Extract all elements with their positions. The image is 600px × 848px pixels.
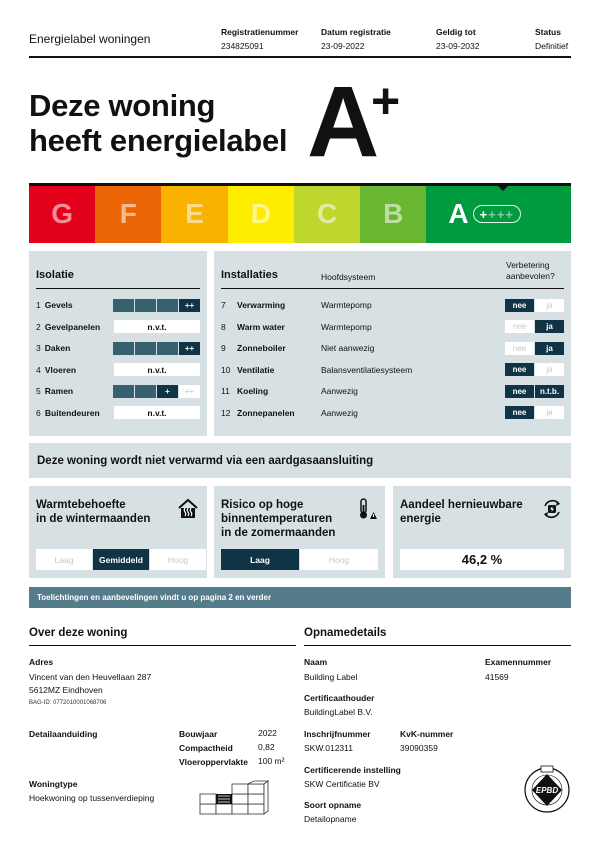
isolatie-panel	[29, 251, 207, 436]
status: Status Definitief	[535, 27, 569, 51]
scale-letter: E	[185, 198, 204, 229]
woningtype-value: Hoekwoning op tussenverdieping	[29, 793, 155, 803]
opname-divider	[304, 645, 571, 646]
overheating-risk-scale	[221, 549, 378, 570]
woningtype-label: Woningtype	[29, 779, 78, 789]
meter-mark: ++	[179, 299, 200, 312]
option-ja: n.t.b.	[535, 385, 564, 398]
cert-value: BuildingLabel B.V.	[304, 707, 373, 717]
explanation-link-bar[interactable]: Toelichtingen en aanbevelingen vindt u op pagina 2 en verder	[29, 587, 571, 608]
building-type-icon	[198, 780, 270, 816]
naam-label: Naam	[304, 657, 328, 667]
bag-id: BAG-ID: 0772010001068706	[29, 700, 107, 706]
adres-line-2: 5612MZ Eindhoven	[29, 685, 103, 695]
meter-cell	[135, 299, 156, 312]
isolatie-row: 3 Daken ++	[36, 341, 200, 355]
installaties-title: Installaties	[221, 269, 278, 281]
header-divider	[29, 56, 571, 58]
adres-line-1: Vincent van den Heuvellaan 287	[29, 672, 152, 682]
risk-option: Hoog	[300, 549, 378, 570]
option-ja: ja	[535, 406, 564, 419]
installatie-row: 10 Ventilatie Balansventilatiesysteem nee ja	[221, 363, 564, 377]
soort-value: Detailopname	[304, 814, 357, 824]
option-nee: nee	[505, 385, 534, 398]
scale-letter: B	[383, 198, 404, 229]
meter-cell	[157, 342, 178, 355]
inschr-label: Inschrijfnummer	[304, 729, 371, 739]
valid-until: Geldig tot 23-09-2032	[436, 27, 480, 51]
isolatie-row: 1 Gevels ++	[36, 298, 200, 312]
col-verbetering: Verbetering aanbevolen?	[506, 260, 555, 281]
option-nee: nee	[505, 363, 534, 376]
certinst-value: SKW Certificatie BV	[304, 779, 380, 789]
heat-demand-scale	[36, 549, 206, 570]
kvk-value: 39090359	[400, 743, 438, 753]
meter-cell	[135, 342, 156, 355]
scale-letter: D	[250, 198, 271, 229]
scale-pointer	[495, 183, 511, 191]
compactheid-value: 0,82	[258, 742, 275, 752]
scale-letter: F	[119, 198, 137, 229]
hero-heading: Deze woning heeft energielabel	[29, 88, 288, 158]
scale-segment-g	[29, 185, 95, 243]
meter-cell	[157, 299, 178, 312]
isolatie-meter	[113, 342, 200, 355]
meter-cell	[113, 299, 134, 312]
scale-letter: A	[448, 198, 469, 229]
house-heat-icon	[177, 498, 199, 520]
epbd-logo	[522, 764, 572, 814]
thermometer-warning-icon	[355, 498, 377, 520]
gas-banner: Deze woning wordt niet verwarmd via een aardgasaansluiting	[29, 443, 571, 478]
improvement-toggle	[505, 385, 564, 398]
opname-title: Opnamedetails	[304, 627, 387, 639]
epbd-logo-text: EPBD	[535, 786, 559, 795]
renewable-share-value: 46,2 %	[400, 549, 564, 570]
heat-option: Gemiddeld	[93, 549, 149, 570]
detail-label: Detailaanduiding	[29, 729, 98, 739]
meter-cell	[113, 342, 134, 355]
examen-value: 41569	[485, 672, 509, 682]
isolatie-row: 5 Ramen + ++	[36, 384, 200, 398]
bouwjaar-label: Bouwjaar	[179, 729, 218, 739]
card-warmtebehoefte: Warmtebehoefte in de wintermaanden Laag Gemiddeld Hoog	[29, 486, 207, 578]
scale-top-line	[29, 183, 571, 186]
risk-option: Laag	[221, 549, 299, 570]
adres-label: Adres	[29, 657, 54, 667]
card-hernieuwbaar: Aandeel hernieuwbare energie 46,2 %	[393, 486, 571, 578]
scale-segment-c	[294, 185, 360, 243]
compactheid-label: Compactheid	[179, 743, 233, 753]
installatie-row: 9 Zonneboiler Niet aanwezig nee ja	[221, 341, 564, 355]
big-label-plus: +	[371, 73, 401, 129]
card-risico: Risico op hoge binnentemperaturen in de zomermaanden Laag Hoog	[214, 486, 385, 578]
installatie-row: 12 Zonnepanelen Aanwezig nee ja	[221, 406, 564, 420]
isolatie-meter	[113, 299, 200, 312]
inschr-value: SKW.012311	[304, 743, 353, 753]
isolatie-meter	[113, 385, 200, 398]
improvement-toggle	[505, 299, 564, 312]
woning-divider	[29, 645, 296, 646]
improvement-toggle	[505, 342, 564, 355]
certinst-label: Certificerende instelling	[304, 765, 401, 775]
meter-mark: ++	[179, 342, 200, 355]
isolatie-nvt: n.v.t.	[114, 320, 200, 333]
isolatie-row: 2 Gevelpanelen n.v.t.	[36, 320, 200, 334]
meter-rest: ++	[179, 385, 200, 398]
isolatie-title: Isolatie	[36, 269, 74, 281]
isolatie-divider	[36, 288, 200, 289]
col-hoofdsysteem: Hoofdsysteem	[321, 272, 376, 282]
scale-segment-b	[360, 185, 426, 243]
improvement-toggle	[505, 320, 564, 333]
examen-label: Examennummer	[485, 657, 552, 667]
cert-label: Certificaathouder	[304, 693, 375, 703]
meter-mark: +	[157, 385, 178, 398]
option-nee: nee	[505, 299, 534, 312]
vloeroppervlakte-label: Vloeroppervlakte	[179, 757, 248, 767]
installatie-row: 8 Warm water Warmtepomp nee ja	[221, 320, 564, 334]
installaties-panel	[214, 251, 571, 436]
improvement-toggle	[505, 363, 564, 376]
woning-title: Over deze woning	[29, 627, 128, 639]
installaties-divider	[221, 288, 564, 289]
option-ja: ja	[535, 342, 564, 355]
registration-number: Registratienummer 234825091	[221, 27, 299, 51]
installatie-row: 7 Verwarming Warmtepomp nee ja	[221, 298, 564, 312]
scale-segment-a	[426, 185, 571, 243]
installatie-row: 11 Koeling Aanwezig nee n.t.b.	[221, 384, 564, 398]
scale-segment-e	[161, 185, 227, 243]
vloeroppervlakte-value: 100 m²	[258, 756, 285, 766]
scale-segment-d	[228, 185, 294, 243]
isolatie-nvt: n.v.t.	[114, 406, 200, 419]
scale-plus-indicator: + +++	[473, 205, 521, 223]
registration-date: Datum registratie 23-09-2022	[321, 27, 391, 51]
improvement-toggle	[505, 406, 564, 419]
scale-letter: G	[51, 198, 73, 229]
meter-cell	[113, 385, 134, 398]
heat-option: Hoog	[150, 549, 206, 570]
scale-segment-f	[95, 185, 161, 243]
isolatie-nvt: n.v.t.	[114, 363, 200, 376]
isolatie-row: 4 Vloeren n.v.t.	[36, 363, 200, 377]
kvk-label: KvK-nummer	[400, 729, 454, 739]
option-nee: nee	[505, 342, 534, 355]
meter-cell	[135, 385, 156, 398]
isolatie-row: 6 Buitendeuren n.v.t.	[36, 406, 200, 420]
option-ja: ja	[535, 299, 564, 312]
big-label-letter: A	[307, 66, 377, 178]
heat-option: Laag	[36, 549, 92, 570]
naam-value: Building Label	[304, 672, 358, 682]
bouwjaar-value: 2022	[258, 728, 277, 738]
soort-label: Soort opname	[304, 800, 362, 810]
document-title: Energielabel woningen	[29, 32, 151, 46]
renewable-energy-icon	[541, 498, 563, 520]
option-nee: nee	[505, 320, 534, 333]
energy-label-scale	[29, 185, 571, 243]
option-nee: nee	[505, 406, 534, 419]
option-ja: ja	[535, 363, 564, 376]
scale-letter: C	[316, 198, 338, 229]
option-ja: ja	[535, 320, 564, 333]
